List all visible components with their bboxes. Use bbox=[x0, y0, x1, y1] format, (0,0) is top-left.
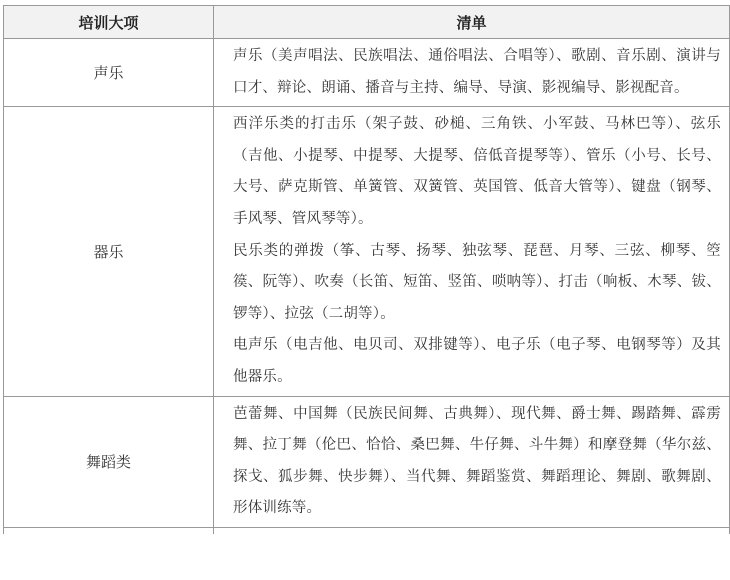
list-paragraph: 西洋乐类的打击乐（架子鼓、砂槌、三角铁、小军鼓、马林巴等）、弦乐（吉他、小提琴、中提琴、大提琴、倍低音提琴等）、管乐（小号、长号、大号、萨克斯管、单簧管、双簧管、英国管、低音大管等）、键盘（钢琴、手风琴、管风琴等）。 bbox=[233, 116, 721, 227]
list-paragraph: 民乐类的弹拨（筝、古琴、扬琴、独弦琴、琵琶、月琴、三弦、柳琴、箜篌、阮等）、吹奏（长笛、短笛、竖笛、唢呐等）、打击（响板、木琴、钹、锣等）、拉弦（二胡等）。 bbox=[233, 242, 721, 322]
list-cell-instrumental bbox=[214, 107, 730, 396]
table-row-dance bbox=[4, 396, 730, 527]
category-cell-vocal: 声乐 bbox=[4, 39, 214, 107]
cutoff-cell-left bbox=[4, 527, 214, 534]
cutoff-cell-right bbox=[214, 527, 730, 534]
table-row-instrumental bbox=[4, 107, 730, 396]
list-cell-dance bbox=[214, 396, 730, 527]
list-paragraph: 芭蕾舞、中国舞（民族民间舞、古典舞）、现代舞、爵士舞、踢踏舞、霹雳舞、拉丁舞（伦巴、恰恰、桑巴舞、牛仔舞、斗牛舞）和摩登舞（华尔兹、探戈、狐步舞、快步舞）、当代舞、舞蹈鉴赏、舞蹈理论、舞剧、歌舞剧、形体训练等。 bbox=[233, 405, 721, 517]
table-row-cutoff bbox=[4, 527, 730, 534]
header-category: 培训大项 bbox=[4, 6, 214, 39]
table-header-row bbox=[4, 6, 730, 39]
training-list-table bbox=[3, 5, 730, 534]
table-row-vocal bbox=[4, 39, 730, 107]
list-paragraph: 电声乐（电吉他、电贝司、双排键等）、电子乐（电子琴、电钢琴等）及其他器乐。 bbox=[233, 337, 721, 385]
header-list: 清单 bbox=[214, 6, 730, 39]
category-cell-dance: 舞蹈类 bbox=[4, 396, 214, 527]
list-cell-vocal bbox=[214, 39, 730, 107]
list-paragraph: 声乐（美声唱法、民族唱法、通俗唱法、合唱等）、歌剧、音乐剧、演讲与口才、辩论、朗诵、播音与主持、编导、导演、影视编导、影视配音。 bbox=[233, 48, 721, 96]
category-cell-instrumental: 器乐 bbox=[4, 107, 214, 396]
